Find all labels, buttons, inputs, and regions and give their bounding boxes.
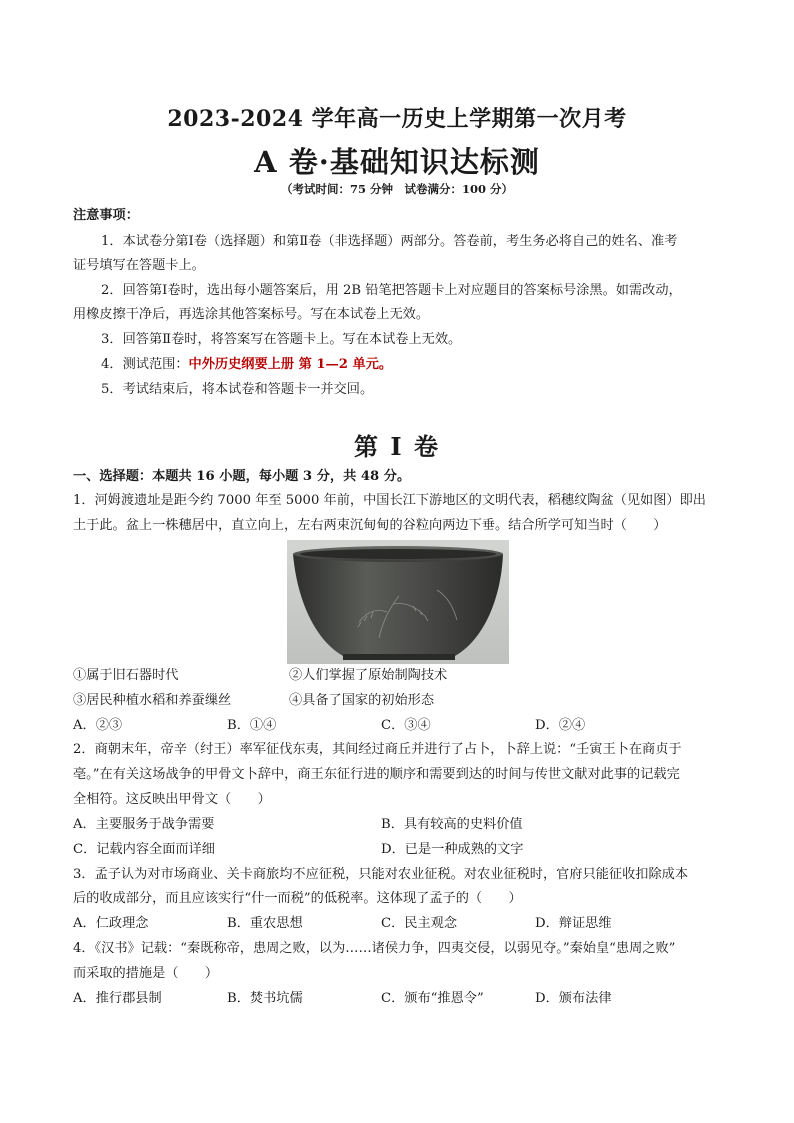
q2-option-c[interactable]: C．记载内容全面而详细 [73,842,215,857]
q1-option-d[interactable]: D．②④ [535,718,586,733]
notes-heading: 注意事项： [73,208,139,223]
section-title: 第 I 卷 [354,432,440,461]
q1-statement-3: ③居民种植水稻和养蚕缫丝 [73,693,232,708]
exam-title: 2023-2024 学年高一历史上学期第一次月考 [167,106,627,132]
q4-option-b[interactable]: B．焚书坑儒 [227,991,303,1006]
q1-statement-2: ②人们掌握了原始制陶技术 [289,668,448,683]
q4-stem-line-1: 4．《汉书》记载：“秦既称帝，患周之败，以为……诸侯力争，四夷交侵，以弱见夺。”秦始皇“患周之败” [73,941,676,956]
q2-option-d[interactable]: D．已是一种成熟的文字 [381,842,524,857]
q4-option-d[interactable]: D．颁布法律 [535,991,612,1006]
q1-stem-line-2: 土于此。盆上一株穗居中，直立向上，左右两束沉甸甸的谷粒向两边下垂。结合所学可知当时（ ） [73,518,667,533]
q4-option-a[interactable]: A．推行郡县制 [73,991,162,1006]
note-4-prefix: 4．测试范围： [101,357,189,372]
q2-option-b[interactable]: B．具有较高的史料价值 [381,817,523,832]
note-5: 5．考试结束后，将本试卷和答题卡一并交回。 [101,382,374,397]
q4-stem-line-2: 而采取的措施是（ ） [73,966,219,981]
note-4 [101,356,392,374]
q1-statement-4: ④具备了国家的初始形态 [289,693,435,708]
q2-stem-line-2: 亳。”在有关这场战争的甲骨文卜辞中，商王东征行进的顺序和需要到达的时间与传世文献对此事的记载完 [73,767,680,782]
q2-option-a[interactable]: A．主要服务于战争需要 [73,817,215,832]
pottery-bowl-photo [287,540,509,664]
q1-option-c[interactable]: C．③④ [381,718,431,733]
q3-stem-line-2: 后的收成部分，而且应该实行“什一而税”的低税率。这体现了孟子的（ ） [73,891,522,906]
q1-option-a[interactable]: A．②③ [73,718,123,733]
q4-option-c[interactable]: C．颁布“推恩令” [381,991,484,1006]
q2-stem-line-3: 全相符。这反映出甲骨文（ ） [73,792,271,807]
q1-option-b[interactable]: B．①④ [227,718,277,733]
q3-option-c[interactable]: C．民主观念 [381,916,458,931]
q3-option-d[interactable]: D．辩证思维 [535,916,612,931]
q3-option-b[interactable]: B．重农思想 [227,916,303,931]
q1-statement-1: ①属于旧石器时代 [73,668,179,683]
q1-stem-line-1: 1．河姆渡遗址是距今约 7000 年至 5000 年前，中国长江下游地区的文明代表，稻穗纹陶盆（见如图）即出 [73,493,706,508]
exam-info: （考试时间：75 分钟 试卷满分：100 分） [280,182,513,196]
note-2-line-1: 2．回答第Ⅰ卷时，选出每小题答案后，用 2B 铅笔把答题卡上对应题目的答案标号涂黑。如需改动， [101,283,682,298]
note-1-line-1: 1．本试卷分第Ⅰ卷（选择题）和第Ⅱ卷（非选择题）两部分。答卷前，考生务必将自己的姓名、准考 [101,234,678,249]
q3-option-a[interactable]: A．仁政理念 [73,916,149,931]
q3-stem-line-1: 3．孟子认为对市场商业、关卡商旅均不应征税，只能对农业征税。对农业征税时，官府只能征收扣除成本 [73,867,689,882]
note-3: 3．回答第Ⅱ卷时，将答案写在答题卡上。写在本试卷上无效。 [101,332,462,347]
exam-subtitle: A 卷·基础知识达标测 [254,145,540,179]
section-instruction: 一、选择题：本题共 16 小题，每小题 3 分，共 48 分。 [73,469,411,484]
note-1-line-2: 证号填写在答题卡上。 [73,258,205,273]
note-2-line-2: 用橡皮擦干净后，再选涂其他答案标号。写在本试卷上无效。 [73,307,430,322]
q2-stem-line-1: 2．商朝末年，帝辛（纣王）率军征伐东夷，其间经过商丘并进行了占卜，卜辞上说：“壬寅王卜在商贞于 [73,742,682,757]
note-4-scope: 中外历史纲要上册 第 1—2 单元。 [188,357,393,372]
